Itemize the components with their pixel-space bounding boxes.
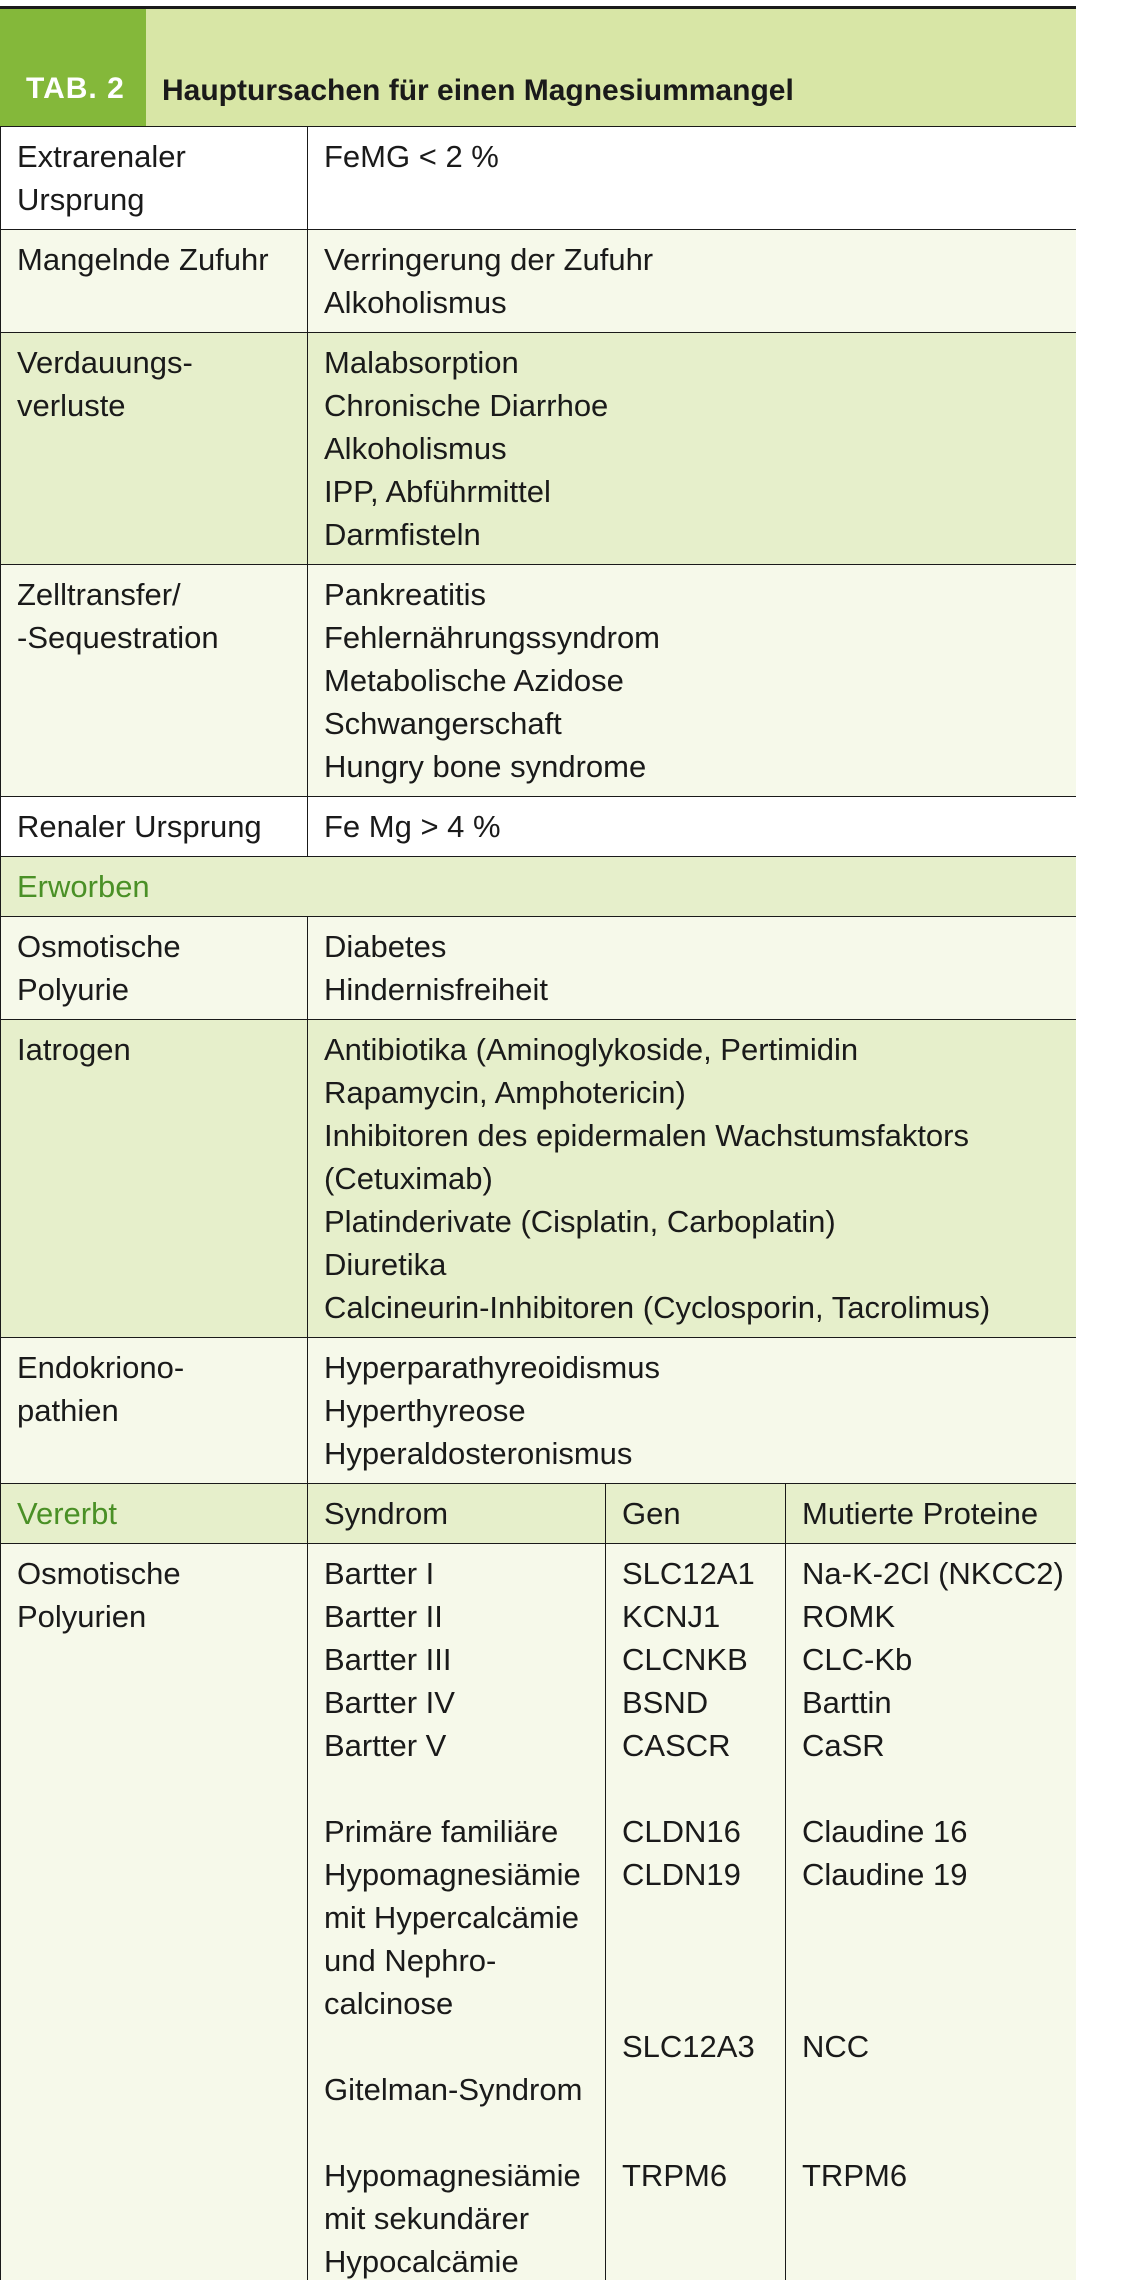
row-items bbox=[308, 917, 1077, 1020]
cell-line: Fe Mg > 4 % bbox=[324, 809, 501, 844]
cell-line: Hyperparathyreoidismus bbox=[324, 1350, 660, 1385]
cell-line: TRPM6 bbox=[622, 2158, 728, 2193]
cell-line: Schwangerschaft bbox=[324, 706, 562, 741]
cell-line: Hypomagnesiämie bbox=[324, 2158, 581, 2193]
section-row-acquired bbox=[1, 857, 1077, 917]
cell-line: SLC12A1 bbox=[622, 1556, 755, 1591]
cell-line: Mangelnde Zufuhr bbox=[17, 242, 269, 277]
table-row bbox=[1, 917, 1077, 1020]
cell-line: NCC bbox=[802, 2029, 870, 2064]
cell-line: Polyurien bbox=[17, 1599, 147, 1634]
cell-line: Hyperthyreose bbox=[324, 1393, 526, 1428]
cell-line: Endokriono- bbox=[17, 1350, 185, 1385]
cell-line: Pankreatitis bbox=[324, 577, 486, 612]
cell-line: Diabetes bbox=[324, 929, 447, 964]
cell-line: Antibiotika (Aminoglykoside, Pertimidin bbox=[324, 1032, 859, 1067]
cell-line: Alkoholismus bbox=[324, 285, 507, 320]
cell-line: Primäre familiäre bbox=[324, 1814, 559, 1849]
table-row bbox=[1, 230, 1077, 333]
cell-line: Bartter I bbox=[324, 1556, 435, 1591]
cell-line: verluste bbox=[17, 388, 126, 423]
row-label bbox=[1, 333, 308, 565]
row-label bbox=[1, 1544, 308, 2280]
cell-line: Osmotische bbox=[17, 929, 181, 964]
spacer bbox=[622, 1982, 769, 2025]
spacer bbox=[324, 1767, 589, 1810]
cell-line: mit Hypercalcämie bbox=[324, 1900, 579, 1935]
cell-line: CLCNKB bbox=[622, 1642, 748, 1677]
table-number: TAB. 2 bbox=[26, 72, 125, 105]
cell-line: SLC12A3 bbox=[622, 2029, 755, 2064]
cell-line: Na-K-2Cl (NKCC2) bbox=[802, 1556, 1064, 1591]
cell-line: (Cetuximab) bbox=[324, 1161, 493, 1196]
spacer bbox=[622, 1767, 769, 1810]
spacer bbox=[324, 2025, 589, 2068]
row-label bbox=[1, 917, 308, 1020]
table-row bbox=[1, 1020, 1077, 1338]
row-items bbox=[308, 333, 1077, 565]
cell-line: CaSR bbox=[802, 1728, 885, 1763]
table-row bbox=[1, 1338, 1077, 1484]
section-row-inherited bbox=[1, 1484, 1077, 1544]
column-header-protein: Mutierte Proteine bbox=[786, 1484, 1077, 1544]
cell-line: Bartter V bbox=[324, 1728, 447, 1763]
cell-line: Claudine 16 bbox=[802, 1814, 968, 1849]
cell-line: IPP, Abführmittel bbox=[324, 474, 551, 509]
table-title: Hauptursachen für einen Magnesiummangel bbox=[162, 74, 794, 107]
row-items bbox=[308, 230, 1077, 333]
causes-table bbox=[0, 126, 1076, 2280]
cell-line: Verdauungs- bbox=[17, 345, 193, 380]
cell-line: KCNJ1 bbox=[622, 1599, 721, 1634]
cell-line: Polyurie bbox=[17, 972, 129, 1007]
cell-line: BSND bbox=[622, 1685, 709, 1720]
row-label bbox=[1, 127, 308, 230]
cell-line: Alkoholismus bbox=[324, 431, 507, 466]
cell-line: Ursprung bbox=[17, 182, 145, 217]
row-items bbox=[308, 1020, 1077, 1338]
cell-line: ROMK bbox=[802, 1599, 895, 1634]
table-row bbox=[1, 1544, 1077, 2280]
cell-line: Hyperaldosteronismus bbox=[324, 1436, 633, 1471]
spacer bbox=[622, 2068, 769, 2111]
row-label bbox=[1, 797, 308, 857]
cell-line: CLDN16 bbox=[622, 1814, 741, 1849]
row-items bbox=[308, 797, 1077, 857]
cell-line: -Sequestration bbox=[17, 620, 219, 655]
column-header-gen: Gen bbox=[606, 1484, 786, 1544]
row-items bbox=[308, 1338, 1077, 1484]
row-label bbox=[1, 565, 308, 797]
cell-line: Bartter II bbox=[324, 1599, 443, 1634]
cell-line: CASCR bbox=[622, 1728, 731, 1763]
table-row bbox=[1, 333, 1077, 565]
spacer bbox=[622, 2111, 769, 2154]
cell-line: Osmotische bbox=[17, 1556, 181, 1591]
cell-line: Gitelman-Syndrom bbox=[324, 2072, 583, 2107]
cell-line: Zelltransfer/ bbox=[17, 577, 181, 612]
cell-line: Claudine 19 bbox=[802, 1857, 968, 1892]
cell-line: CLDN19 bbox=[622, 1857, 741, 1892]
cell-line: pathien bbox=[17, 1393, 119, 1428]
section-heading-inherited: Vererbt bbox=[1, 1484, 308, 1544]
spacer bbox=[802, 2111, 1060, 2154]
cell-line: Malabsorption bbox=[324, 345, 519, 380]
table-row bbox=[1, 565, 1077, 797]
spacer bbox=[802, 1896, 1060, 1939]
table-header bbox=[0, 9, 1076, 126]
cell-line: Calcineurin-Inhibitoren (Cyclosporin, Tacrolimus) bbox=[324, 1290, 991, 1325]
cell-line: Barttin bbox=[802, 1685, 892, 1720]
spacer bbox=[324, 2111, 589, 2154]
cell-line: Hindernisfreiheit bbox=[324, 972, 548, 1007]
cell-line: Extrarenaler bbox=[17, 139, 186, 174]
cell-line: Darmfisteln bbox=[324, 517, 481, 552]
cell-line: Fehlernährungssyndrom bbox=[324, 620, 661, 655]
row-label bbox=[1, 1020, 308, 1338]
row-items bbox=[308, 565, 1077, 797]
table-badge bbox=[0, 9, 146, 126]
cell-line: TRPM6 bbox=[802, 2158, 908, 2193]
row-items bbox=[308, 127, 1077, 230]
cell-line: Bartter IV bbox=[324, 1685, 455, 1720]
cell-line: calcinose bbox=[324, 1986, 454, 2021]
cell-line: Hungry bone syndrome bbox=[324, 749, 647, 784]
cell-line: mit sekundärer bbox=[324, 2201, 530, 2236]
cell-line: FeMG < 2 % bbox=[324, 139, 499, 174]
cell-line: Hypocalcämie bbox=[324, 2244, 519, 2279]
cell-line: Hypomagnesiämie bbox=[324, 1857, 581, 1892]
cell-line: Verringerung der Zufuhr bbox=[324, 242, 654, 277]
syndrom-cell bbox=[308, 1544, 606, 2280]
cell-line: Bartter III bbox=[324, 1642, 452, 1677]
cell-line: Renaler Ursprung bbox=[17, 809, 262, 844]
spacer bbox=[802, 1767, 1060, 1810]
section-heading-acquired: Erworben bbox=[1, 857, 1077, 917]
cell-line: Chronische Diarrhoe bbox=[324, 388, 609, 423]
cell-line: Inhibitoren des epidermalen Wachstumsfaktors bbox=[324, 1118, 969, 1153]
spacer bbox=[802, 1939, 1060, 1982]
spacer bbox=[622, 1896, 769, 1939]
spacer bbox=[802, 2068, 1060, 2111]
cell-line: CLC-Kb bbox=[802, 1642, 913, 1677]
spacer bbox=[802, 1982, 1060, 2025]
cell-line: Iatrogen bbox=[17, 1032, 131, 1067]
cell-line: Platinderivate (Cisplatin, Carboplatin) bbox=[324, 1204, 836, 1239]
column-header-syndrom: Syndrom bbox=[308, 1484, 606, 1544]
gen-cell bbox=[606, 1544, 786, 2280]
cell-line: Rapamycin, Amphotericin) bbox=[324, 1075, 686, 1110]
table-row bbox=[1, 127, 1077, 230]
cell-line: Diuretika bbox=[324, 1247, 447, 1282]
table-row bbox=[1, 797, 1077, 857]
cell-line: Metabolische Azidose bbox=[324, 663, 624, 698]
row-label bbox=[1, 230, 308, 333]
protein-cell bbox=[786, 1544, 1077, 2280]
cell-line: und Nephro- bbox=[324, 1943, 497, 1978]
spacer bbox=[622, 1939, 769, 1982]
row-label bbox=[1, 1338, 308, 1484]
